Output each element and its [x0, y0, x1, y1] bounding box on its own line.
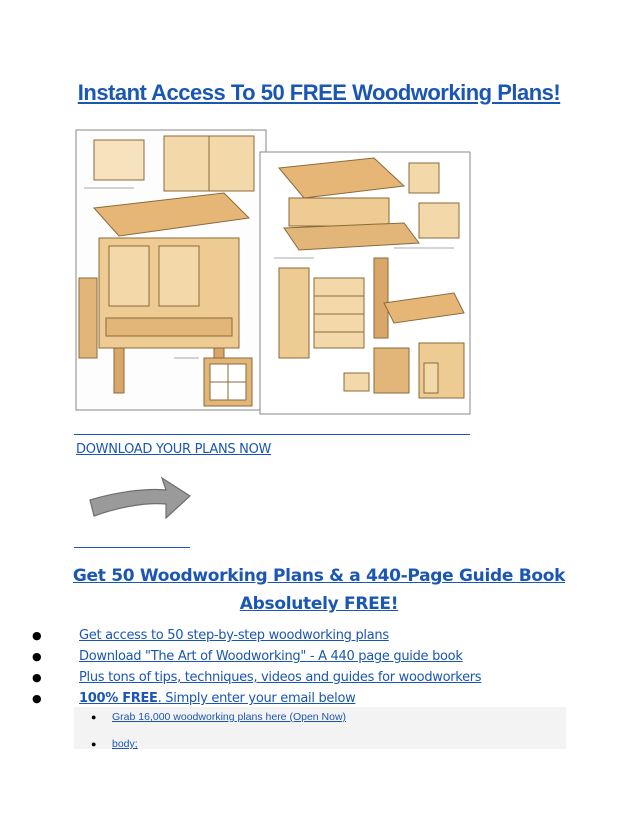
divider-short	[74, 547, 190, 548]
bullet-icon: ●	[32, 650, 42, 663]
list-item[interactable]: ● Download "The Art of Woodworking" - A 440 page guide book	[0, 647, 600, 668]
list-item[interactable]: ● 100% FREE. Simply enter your email below	[0, 689, 600, 710]
offer-subheading[interactable]: Get 50 Woodworking Plans & a 440-Page Guide Book Absolutely FREE!	[72, 566, 566, 614]
list-item[interactable]: ● Get access to 50 step-by-step woodworking plans	[0, 626, 600, 647]
list-item[interactable]: ● Plus tons of tips, techniques, videos and guides for woodworkers	[0, 668, 600, 689]
page-title[interactable]: Instant Access To 50 FREE Woodworking Plans!	[77, 80, 561, 105]
sub-list-box: ● Grab 16,000 woodworking plans here (Open Now) ● body;	[74, 707, 566, 749]
bullet-icon: ●	[32, 671, 42, 684]
bullet-icon: ●	[91, 739, 97, 749]
feature-list	[0, 626, 600, 710]
woodworking-plans-image	[74, 128, 472, 418]
arrow-right-icon	[86, 470, 194, 526]
bullet-icon: ●	[32, 629, 42, 642]
free-label[interactable]: 100% FREE	[79, 691, 158, 706]
bullet-icon: ●	[91, 712, 97, 722]
bullet-icon: ●	[32, 692, 42, 705]
divider-top	[74, 434, 470, 435]
download-plans-link[interactable]: DOWNLOAD YOUR PLANS NOW	[76, 442, 272, 457]
